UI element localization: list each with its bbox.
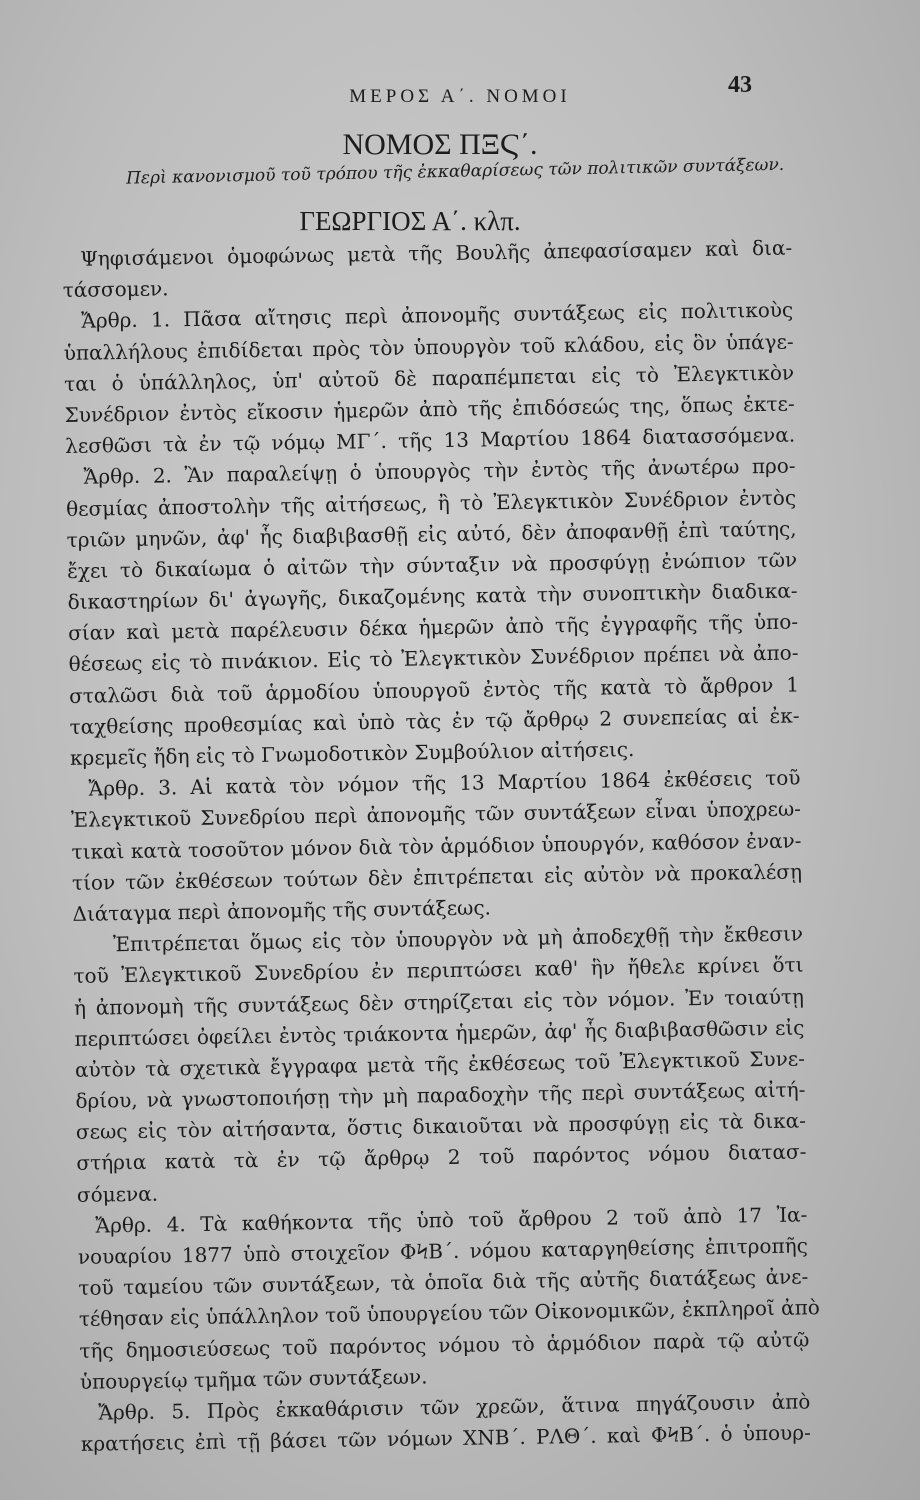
text-line: θεσμίας ἀποστολὴν τῆς αἰτήσεως, ἢ τὸ Ἐλεγκτικὸν Συνέδριον ἐντὸς <box>65 485 797 521</box>
text-line: κρεμεῖς ἤδη εἰς τὸ Γνωμοδοτικὸν Συμβούλιον αἰτήσεις. <box>69 737 635 770</box>
text-line: τικαὶ κατὰ τοσοῦτον μόνον διὰ τὸν ἁρμόδιον ὑπουργόν, καθόσον ἐναν- <box>71 828 802 864</box>
text-line: σταλῶσι διὰ τοῦ ἁρμοδίου ὑπουργοῦ ἐντὸς τῆς κατὰ τὸ ἄρθρον 1 <box>68 672 800 708</box>
text-line: τάσσομεν. <box>62 276 169 303</box>
text-line: Ψηφισάμενοι ὁμοφώνως μετὰ τῆς Βουλῆς ἀπεφασίσαμεν καὶ δια- <box>80 235 793 271</box>
article-2-line: Ἄρθρ. 2. Ἂν παραλείψῃ ὁ ὑπουργὸς τὴν ἐντὸς τῆς ἀνωτέρω προ- <box>83 453 796 489</box>
text-line: ὑπουργείῳ τμῆμα τῶν συντάξεων. <box>79 1364 428 1394</box>
text-line: τίον τῶν ἐκθέσεων τούτων δὲν ἐπιτρέπεται εἰς αὐτὸν νὰ προκαλέσῃ <box>71 859 803 895</box>
text-line: δικαστηρίων δι' ἀγωγῆς, δικαζομένης κατὰ τὴν συνοπτικὴν διαδικα- <box>67 578 798 615</box>
text-line: τριῶν μηνῶν, ἀφ' ἧς διαβιβασθῇ εἰς αὐτό, δὲν ἀποφανθῇ ἐπὶ ταύτης, <box>66 516 797 552</box>
text-line: τοῦ Ἐλεγκτικοῦ Συνεδρίου ἐν περιπτώσει καθ' ἣν ἤθελε κρίνει ὅτι <box>73 952 804 989</box>
text-line: στήρια κατὰ τὰ ἐν τῷ ἄρθρῳ 2 τοῦ παρόντος νόμου διατασ- <box>76 1139 807 1176</box>
text-line: σίαν καὶ μετὰ παρέλευσιν δέκα ἡμερῶν ἀπὸ τῆς ἐγγραφῆς τῆς ὑπο- <box>67 609 799 646</box>
article-5-line: Ἄρθρ. 5. Πρὸς ἐκκαθάρισιν τῶν χρεῶν, ἅτινα πηγάζουσιν ἀπὸ <box>98 1389 811 1425</box>
text-line: Ἐλεγκτικοῦ Συνεδρίου περὶ ἀπονομῆς τῶν συντάξεων εἶναι ὑποχρεω- <box>70 796 802 833</box>
law-subject: Περὶ κανονισμοῦ τοῦ τρόπου τῆς ἐκκαθαρίσεως τῶν πολιτικῶν συντάξεων. <box>125 154 785 189</box>
text-line: κρατήσεις ἐπὶ τῇ βάσει τῶν νόμων ΧΝΒ΄. ΡΛΘ΄. καὶ ΦϞΒ΄. ὁ ὑπουρ- <box>80 1420 811 1456</box>
text-line: νουαρίου 1877 ὑπὸ στοιχεῖον ΦϞΒ΄. νόμου καταργηθείσης ἐπιτροπῆς <box>77 1233 809 1269</box>
text-line: τέθησαν εἰς ὑπάλληλον τοῦ ὑπουργείου τῶν Οἰκονομικῶν, ἐκπληροῖ ἀπὸ <box>78 1295 820 1332</box>
text-line: Διάταγμα περὶ ἀπονομῆς τῆς συντάξεως. <box>72 895 492 926</box>
text-line: περιπτώσει ὀφείλει ἐντὸς τριάκοντα ἡμερῶν, ἀφ' ἧς διαβιβασθῶσιν εἰς <box>74 1015 805 1051</box>
text-line: σόμενα. <box>76 1181 159 1207</box>
text-line: ὑπαλλήλους ἐπιδίδεται πρὸς τὸν ὑπουργὸν τοῦ κλάδου, εἰς ὃν ὑπάγε- <box>63 329 794 365</box>
text-line: Ἐπιτρέπεται ὅμως εἰς τὸν ὑπουργὸν νὰ μὴ ἀποδεχθῇ τὴν ἔκθεσιν <box>112 921 804 957</box>
text-line: αὐτὸν τὰ σχετικὰ ἔγγραφα μετὰ τῆς ἐκθέσεως τοῦ Ἐλεγκτικοῦ Συνε- <box>74 1046 806 1082</box>
article-1-line: Ἄρθρ. 1. Πᾶσα αἴτησις περὶ ἀπονομῆς συντάξεως εἰς πολιτικοὺς <box>81 297 794 334</box>
text-line: τῆς δημοσιεύσεως τοῦ παρόντος νόμου τὸ ἁρμόδιον παρὰ τῷ αὐτῷ <box>79 1326 810 1363</box>
text-line: ἔχει τὸ δικαίωμα ὁ αἰτῶν τὴν σύνταξιν νὰ προσφύγῃ ἐνώπιον τῶν <box>66 547 798 583</box>
text-line: Συνέδριον ἐντὸς εἴκοσιν ἡμερῶν ἀπὸ τῆς ἐπιδόσεώς της, ὅπως ἐκτε- <box>64 391 795 427</box>
text-line: θέσεως εἰς τὸ πινάκιον. Εἰς τὸ Ἐλεγκτικὸν Συνέδριον πρέπει νὰ ἀπο- <box>68 640 799 677</box>
running-head: ΜΕΡΟΣ Α΄. ΝΟΜΟΙ <box>349 86 571 107</box>
text-line: δρίου, νὰ γνωστοποιήσῃ τὴν μὴ παραδοχὴν τῆς περὶ συντάξεως αἰτή- <box>75 1077 806 1113</box>
king-heading: ΓΕΩΡΓΙΟΣ Α΄. κλπ. <box>299 206 521 236</box>
body-text <box>62 233 820 1461</box>
text-line: ται ὁ ὑπάλληλος, ὑπ' αὐτοῦ δὲ παραπέμπεται εἰς τὸ Ἐλεγκτικὸν <box>64 360 795 396</box>
article-4-line: Ἄρθρ. 4. Τὰ καθήκοντα τῆς ὑπὸ τοῦ ἄρθρου 2 τοῦ ἀπὸ 17 Ἰα- <box>95 1202 808 1238</box>
text-line: ἡ ἀπονομὴ τῆς συντάξεως δὲν στηρίζεται εἰς τὸν νόμον. Ἐν τοιαύτῃ <box>73 983 805 1020</box>
text-line: τοῦ ταμείου τῶν συντάξεων, τὰ ὁποῖα διὰ τῆς αὐτῆς διατάξεως ἀνε- <box>78 1264 809 1301</box>
law-title: ΝΟΜΟΣ ΠΞϚ΄. <box>342 128 538 161</box>
article-3-line: Ἄρθρ. 3. Αἱ κατὰ τὸν νόμον τῆς 13 Μαρτίου 1864 ἐκθέσεις τοῦ <box>88 765 801 801</box>
text-line: σεως εἰς τὸν αἰτήσαντα, ὅστις δικαιοῦται νὰ προσφύγῃ εἰς τὰ δικα- <box>75 1108 807 1145</box>
text-line: λεσθῶσι τὰ ἐν τῷ νόμῳ ΜΓ΄. τῆς 13 Μαρτίου 1864 διατασσόμενα. <box>64 422 796 459</box>
page-number: 43 <box>728 72 752 98</box>
text-line: ταχθείσης προθεσμίας καὶ ὑπὸ τὰς ἐν τῷ ἄρθρῳ 2 συνεπείας αἱ ἐκ- <box>69 703 800 739</box>
